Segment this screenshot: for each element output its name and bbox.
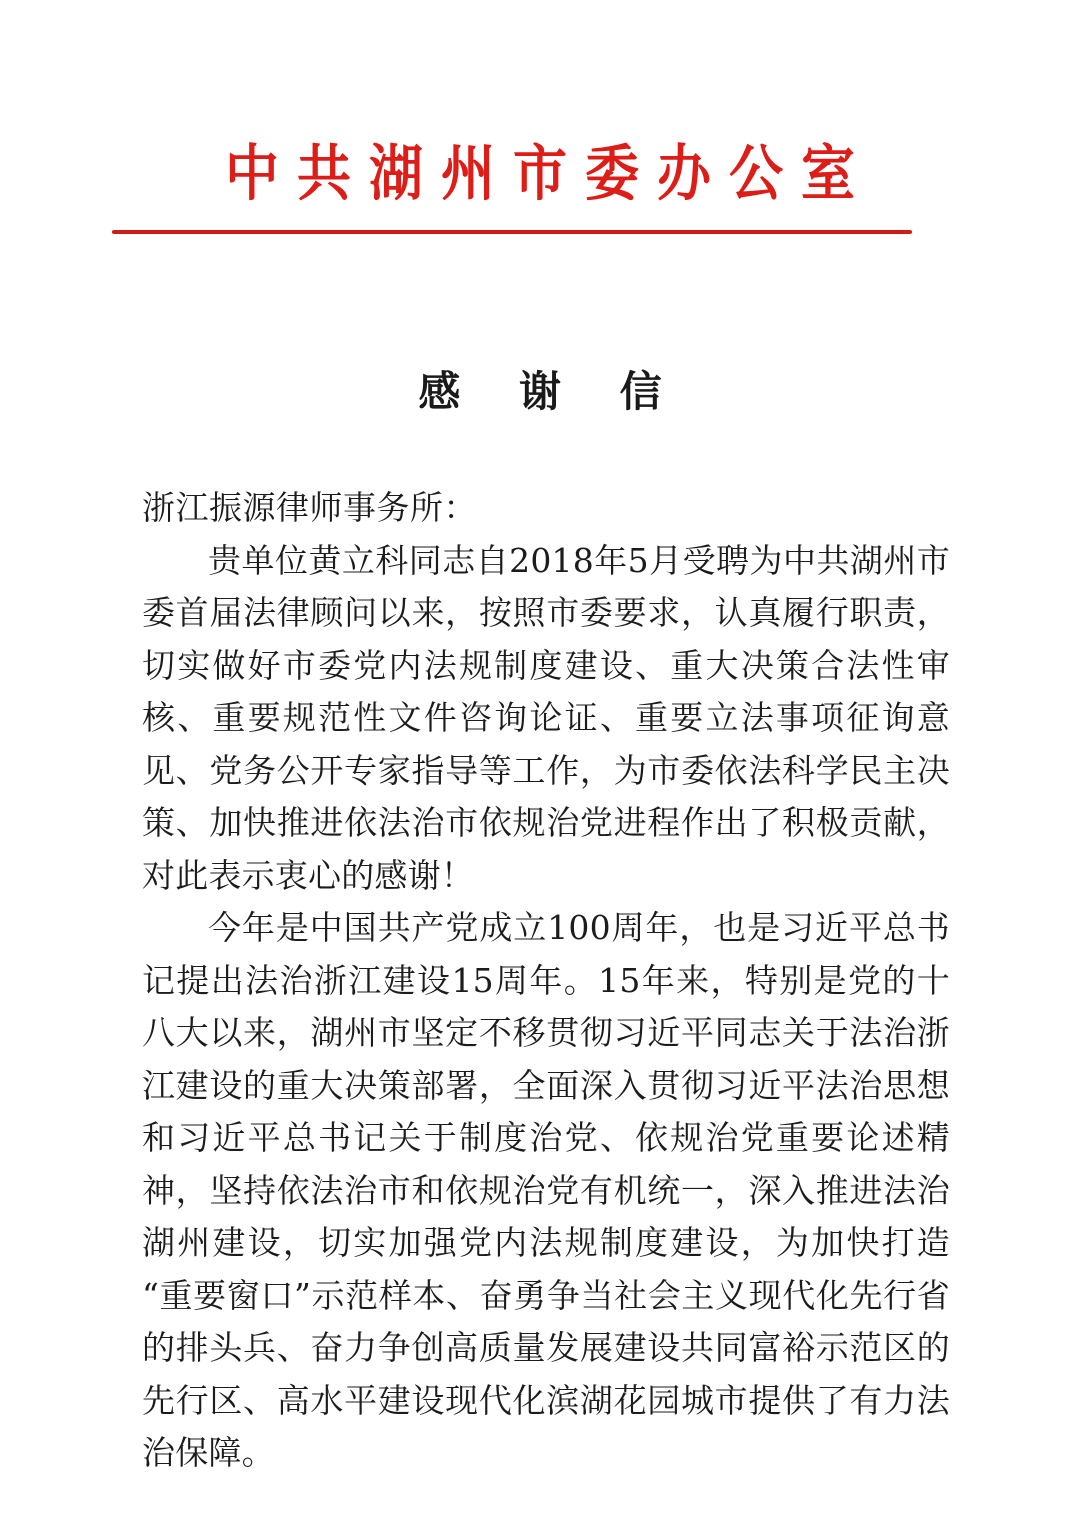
letterhead-red-rule (112, 230, 912, 234)
letter-body (142, 482, 950, 1480)
body-paragraph-2: 今年是中国共产党成立100周年，也是习近平总书记提出法治浙江建设15周年。15年来，特别是党的十八大以来，湖州市坚定不移贯彻习近平同志关于法治浙江建设的重大决策部署，全面深入贯彻习近平法治思想和习近平总书记关于制度治党、依规治党重要论述精神，坚持依法治市和依规治党有机统一，深入推进法治湖州建设，切实加强党内法规制度建设，为加快打造“重要窗口”示范样本、奋勇争当社会主义现代化先行省的排头兵、奋力争创高质量发展建设共同富裕示范区的先行区、高水平建设现代化滨湖花园城市提供了有力法治保障。 (142, 908, 950, 1472)
page-title: 感 谢 信 (418, 367, 684, 416)
letterhead (0, 136, 1080, 209)
addressee-line: 浙江振源律师事务所： (142, 488, 477, 527)
body-paragraph-1: 贵单位黄立科同志自2018年5月受聘为中共湖州市委首届法律顾问以来，按照市委要求，认真履行职责，切实做好市委党内法规制度建设、重大决策合法性审核、重要规范性文件咨询论证、重要立法事项征询意见、党务公开专家指导等工作，为市委依法科学民主决策、加快推进依法治市依规治党进程作出了积极贡献，对此表示衷心的感谢！ (142, 540, 950, 895)
letterhead-organization-title: 中共湖州市委办公室 (225, 136, 873, 209)
